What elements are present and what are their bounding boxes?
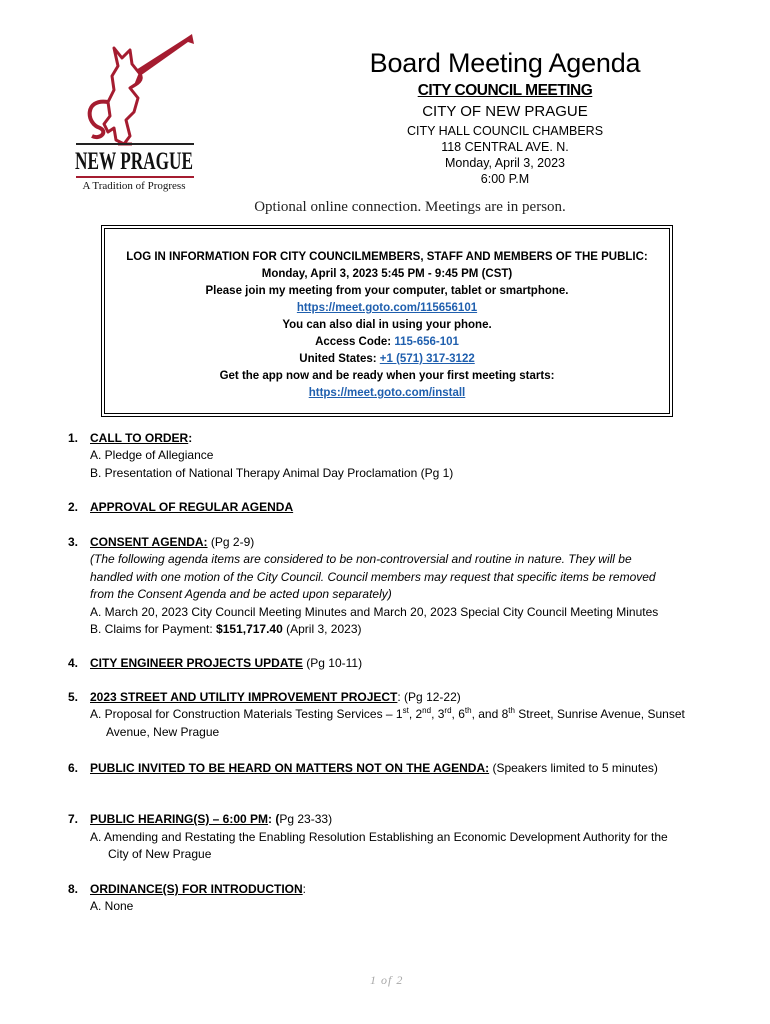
item-pages: Pg 23-33) xyxy=(279,812,333,826)
claims-label: B. Claims for Payment: xyxy=(90,622,217,636)
logo-name: NEW PRAGUE xyxy=(75,148,193,175)
agenda-subitem xyxy=(90,622,361,636)
dial-in-text: You can also dial in using your phone. xyxy=(282,319,492,331)
item-title: PUBLIC HEARING(S) – 6:00 PM xyxy=(90,812,269,826)
item-title: PUBLIC INVITED TO BE HEARD ON MATTERS NOT ON THE AGENDA: xyxy=(90,761,490,775)
page-number: 1 of 2 xyxy=(370,973,404,987)
access-code-label: Access Code: xyxy=(315,336,395,348)
agenda-subitem-continued: City of New Prague xyxy=(108,847,212,861)
agenda-item-2 xyxy=(68,500,293,514)
login-instructions: Please join my meeting from your computer, tablet or smartphone. xyxy=(205,285,569,297)
meeting-time: 6:00 P.M xyxy=(480,172,530,186)
item-number: 1. xyxy=(68,431,79,445)
city-name: CITY OF NEW PRAGUE xyxy=(422,103,588,120)
agenda-item-1 xyxy=(68,431,192,445)
consent-note-line: handled with one motion of the City Council. Council members may request that specific items be removed xyxy=(90,570,656,584)
meeting-location: CITY HALL COUNCIL CHAMBERS xyxy=(406,124,604,138)
app-instructions: Get the app now and be ready when your first meeting starts: xyxy=(219,370,555,382)
item-title: APPROVAL OF REGULAR AGENDA xyxy=(90,500,294,514)
claims-amount: $151,717.40 xyxy=(216,622,283,636)
item-number: 5. xyxy=(68,690,79,704)
item-suffix: : xyxy=(302,882,306,896)
item-number: 3. xyxy=(68,535,79,549)
item-number: 6. xyxy=(68,761,79,775)
meeting-address: 118 CENTRAL AVE. N. xyxy=(441,140,569,154)
griffin-trumpeter-icon xyxy=(74,28,206,194)
agenda-subitem: A. Amending and Restating the Enabling Resolution Establishing an Economic Development Authority for the xyxy=(90,830,668,844)
item-pages: : (Pg 12-22) xyxy=(397,690,461,704)
consent-note-line: (The following agenda items are considered to be non-controversial and routine in nature. They will be xyxy=(90,552,632,566)
agenda-item-4 xyxy=(68,656,362,670)
install-link[interactable]: https://meet.goto.com/install xyxy=(308,387,466,399)
item-title: CONSENT AGENDA: xyxy=(90,535,208,549)
phone-label: United States: xyxy=(299,353,380,365)
login-info-box xyxy=(101,225,673,417)
item-title: CALL TO ORDER xyxy=(90,431,189,445)
optional-connection-note: Optional online connection. Meetings are in person. xyxy=(254,199,566,215)
meeting-type: CITY COUNCIL MEETING xyxy=(417,82,593,99)
agenda-subitem: A. None xyxy=(90,899,134,913)
login-heading: LOG IN INFORMATION FOR CITY COUNCILMEMBERS, STAFF AND MEMBERS OF THE PUBLIC: xyxy=(126,251,648,263)
phone-line xyxy=(102,353,672,365)
item-title: 2023 STREET AND UTILITY IMPROVEMENT PROJECT xyxy=(90,690,398,704)
agenda-item-5 xyxy=(68,690,461,704)
item-number: 8. xyxy=(68,882,79,896)
claims-date: (April 3, 2023) xyxy=(282,622,362,636)
item-note: (Speakers limited to 5 minutes) xyxy=(489,761,658,775)
meeting-date: Monday, April 3, 2023 xyxy=(445,156,565,170)
agenda-subitem: B. Presentation of National Therapy Animal Day Proclamation (Pg 1) xyxy=(90,466,454,480)
login-datetime: Monday, April 3, 2023 5:45 PM - 9:45 PM (CST) xyxy=(261,268,513,280)
item-number: 7. xyxy=(68,812,79,826)
agenda-item-6 xyxy=(68,761,658,775)
item-suffix: : ( xyxy=(268,812,280,826)
consent-note-line: from the Consent Agenda and be acted upon separately) xyxy=(90,587,392,601)
agenda-subitem: A. March 20, 2023 City Council Meeting Minutes and March 20, 2023 Special City Council Meeting Minutes xyxy=(90,605,659,619)
agenda-item-7 xyxy=(68,812,332,826)
item-title: ORDINANCE(S) FOR INTRODUCTION xyxy=(90,882,303,896)
page-title: Board Meeting Agenda xyxy=(369,48,641,78)
item-number: 2. xyxy=(68,500,79,514)
access-code-line xyxy=(102,336,672,348)
item-pages: (Pg 2-9) xyxy=(207,535,255,549)
item-pages: (Pg 10-11) xyxy=(302,656,363,670)
agenda-subitem: A. Pledge of Allegiance xyxy=(90,448,214,462)
access-code-value: 115-656-101 xyxy=(394,336,459,348)
city-logo xyxy=(74,28,206,194)
agenda-subitem: A. Proposal for Construction Materials Testing Services – 1st, 2nd, 3rd, 6th, and 8th Street, Sunrise Avenue, Sunset xyxy=(90,706,685,721)
phone-number-link[interactable]: +1 (571) 317-3122 xyxy=(379,353,475,365)
item-number: 4. xyxy=(68,656,79,670)
agenda-item-3 xyxy=(68,535,254,549)
logo-tagline: A Tradition of Progress xyxy=(82,180,186,192)
agenda-item-8 xyxy=(68,882,306,896)
meeting-link[interactable]: https://meet.goto.com/115656101 xyxy=(296,302,478,314)
item-title: CITY ENGINEER PROJECTS UPDATE xyxy=(90,656,303,670)
agenda-subitem-continued: Avenue, New Prague xyxy=(106,725,220,739)
item-suffix: : xyxy=(188,431,193,445)
